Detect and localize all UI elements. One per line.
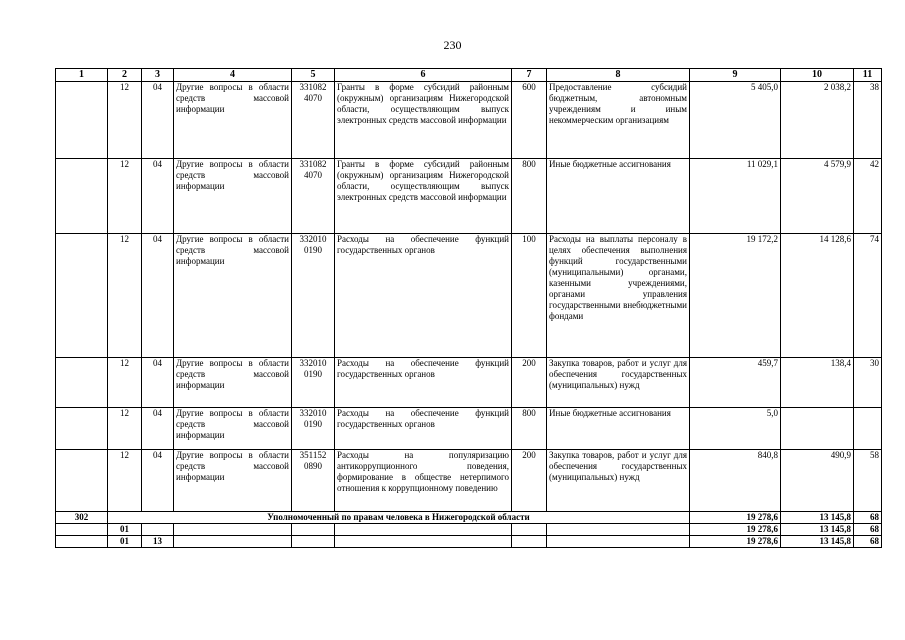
cell-c5: 332010 0190 <box>292 234 335 358</box>
cell-c6: Расходы на популяризацию антикоррупционного поведения, формирование в обществе нетерпимого отношения к коррупционному поведению <box>335 450 512 512</box>
cell-c4: Другие вопросы в области средств массовой информации <box>174 159 292 234</box>
cell-c4: Другие вопросы в области средств массовой информации <box>174 358 292 408</box>
empty-cell <box>292 536 335 548</box>
empty-cell <box>512 524 547 536</box>
cell-c2: 12 <box>108 450 142 512</box>
budget-table <box>55 68 882 548</box>
header-cell: 4 <box>174 69 292 82</box>
cell-c8: Предоставление субсидий бюджетным, автономным учреждениям и иным некоммерческим организациям <box>547 82 690 159</box>
cell-c3: 04 <box>142 159 174 234</box>
cell-c2: 12 <box>108 159 142 234</box>
cell-c7: 800 <box>512 408 547 450</box>
cell-c9: 11 029,1 <box>690 159 781 234</box>
cell-c3: 04 <box>142 408 174 450</box>
cell-c8: Иные бюджетные ассигнования <box>547 408 690 450</box>
cell-c5: 332010 0190 <box>292 358 335 408</box>
header-cell: 5 <box>292 69 335 82</box>
table-row <box>56 234 882 358</box>
header-cell: 8 <box>547 69 690 82</box>
cell-c2: 01 <box>108 536 142 548</box>
cell-c11: 68 <box>854 536 882 548</box>
table-row <box>56 358 882 408</box>
header-cell: 2 <box>108 69 142 82</box>
subtotal-row <box>56 536 882 548</box>
cell-c9: 840,8 <box>690 450 781 512</box>
cell-c10: 490,9 <box>781 450 854 512</box>
cell-c8: Иные бюджетные ассигнования <box>547 159 690 234</box>
cell-c3: 04 <box>142 234 174 358</box>
cell-c4: Другие вопросы в области средств массовой информации <box>174 450 292 512</box>
cell-c7: 200 <box>512 450 547 512</box>
header-cell: 11 <box>854 69 882 82</box>
table-row <box>56 450 882 512</box>
cell-c7: 200 <box>512 358 547 408</box>
cell-c4: Другие вопросы в области средств массовой информации <box>174 82 292 159</box>
cell-c11: 30 <box>854 358 882 408</box>
cell-c3 <box>142 524 174 536</box>
cell-c10: 14 128,6 <box>781 234 854 358</box>
cell-c11: 68 <box>854 524 882 536</box>
cell-c5: 331082 4070 <box>292 159 335 234</box>
cell-c7: 600 <box>512 82 547 159</box>
cell-c4: Другие вопросы в области средств массовой информации <box>174 408 292 450</box>
cell-c5: 351152 0890 <box>292 450 335 512</box>
page-number: 230 <box>443 38 462 52</box>
header-cell: 6 <box>335 69 512 82</box>
cell-c1 <box>56 82 108 159</box>
cell-c11: 68 <box>854 512 882 524</box>
cell-c11: 38 <box>854 82 882 159</box>
table-row <box>56 82 882 159</box>
cell-c8: Расходы на выплаты персоналу в целях обеспечения выполнения функций государственными (муниципальными) органами, казенными учреждениями, органами управления государственными внебюджетными фондами <box>547 234 690 358</box>
cell-c10: 13 145,8 <box>781 524 854 536</box>
header-cell: 3 <box>142 69 174 82</box>
cell-c3: 13 <box>142 536 174 548</box>
empty-cell <box>174 524 292 536</box>
empty-cell <box>292 524 335 536</box>
empty-cell <box>335 524 512 536</box>
empty-cell <box>335 536 512 548</box>
cell-c10: 4 579,9 <box>781 159 854 234</box>
cell-c9: 19 278,6 <box>690 524 781 536</box>
section-code: 302 <box>56 512 108 524</box>
cell-c9: 5 405,0 <box>690 82 781 159</box>
cell-c1 <box>56 450 108 512</box>
empty-cell <box>56 536 108 548</box>
cell-c7: 800 <box>512 159 547 234</box>
cell-c9: 459,7 <box>690 358 781 408</box>
header-cell: 10 <box>781 69 854 82</box>
cell-c8: Закупка товаров, работ и услуг для обеспечения государственных (муниципальных) нужд <box>547 450 690 512</box>
cell-c2: 12 <box>108 408 142 450</box>
cell-c11: 74 <box>854 234 882 358</box>
cell-c5: 331082 4070 <box>292 82 335 159</box>
cell-c8: Закупка товаров, работ и услуг для обеспечения государственных (муниципальных) нужд <box>547 358 690 408</box>
cell-c2: 12 <box>108 82 142 159</box>
table-row <box>56 408 882 450</box>
cell-c6: Гранты в форме субсидий районным (окружным) организациям Нижегородской области, осуществляющим выпуск электронных средств массовой информации <box>335 159 512 234</box>
section-title: Уполномоченный по правам человека в Нижегородской области <box>108 512 690 524</box>
cell-c6: Расходы на обеспечение функций государственных органов <box>335 408 512 450</box>
cell-c1 <box>56 358 108 408</box>
cell-c3: 04 <box>142 358 174 408</box>
header-cell: 1 <box>56 69 108 82</box>
cell-c9: 5,0 <box>690 408 781 450</box>
cell-c1 <box>56 408 108 450</box>
empty-cell <box>174 536 292 548</box>
section-row <box>56 512 882 524</box>
cell-c6: Расходы на обеспечение функций государственных органов <box>335 358 512 408</box>
table-row <box>56 159 882 234</box>
cell-c9: 19 172,2 <box>690 234 781 358</box>
cell-c10: 13 145,8 <box>781 512 854 524</box>
cell-c6: Расходы на обеспечение функций государственных органов <box>335 234 512 358</box>
cell-c10: 138,4 <box>781 358 854 408</box>
cell-c10 <box>781 408 854 450</box>
cell-c3: 04 <box>142 82 174 159</box>
empty-cell <box>547 524 690 536</box>
cell-c7: 100 <box>512 234 547 358</box>
cell-c2: 01 <box>108 524 142 536</box>
empty-cell <box>56 524 108 536</box>
cell-c1 <box>56 159 108 234</box>
cell-c11: 58 <box>854 450 882 512</box>
cell-c10: 13 145,8 <box>781 536 854 548</box>
cell-c11: 42 <box>854 159 882 234</box>
cell-c10: 2 038,2 <box>781 82 854 159</box>
empty-cell <box>547 536 690 548</box>
header-cell: 9 <box>690 69 781 82</box>
cell-c1 <box>56 234 108 358</box>
header-cell: 7 <box>512 69 547 82</box>
cell-c11 <box>854 408 882 450</box>
cell-c9: 19 278,6 <box>690 536 781 548</box>
empty-cell <box>512 536 547 548</box>
cell-c2: 12 <box>108 234 142 358</box>
cell-c4: Другие вопросы в области средств массовой информации <box>174 234 292 358</box>
cell-c2: 12 <box>108 358 142 408</box>
header-row <box>56 69 882 82</box>
cell-c6: Гранты в форме субсидий районным (окружным) организациям Нижегородской области, осуществляющим выпуск электронных средств массовой информации <box>335 82 512 159</box>
cell-c5: 332010 0190 <box>292 408 335 450</box>
cell-c3: 04 <box>142 450 174 512</box>
subtotal-row <box>56 524 882 536</box>
cell-c9: 19 278,6 <box>690 512 781 524</box>
